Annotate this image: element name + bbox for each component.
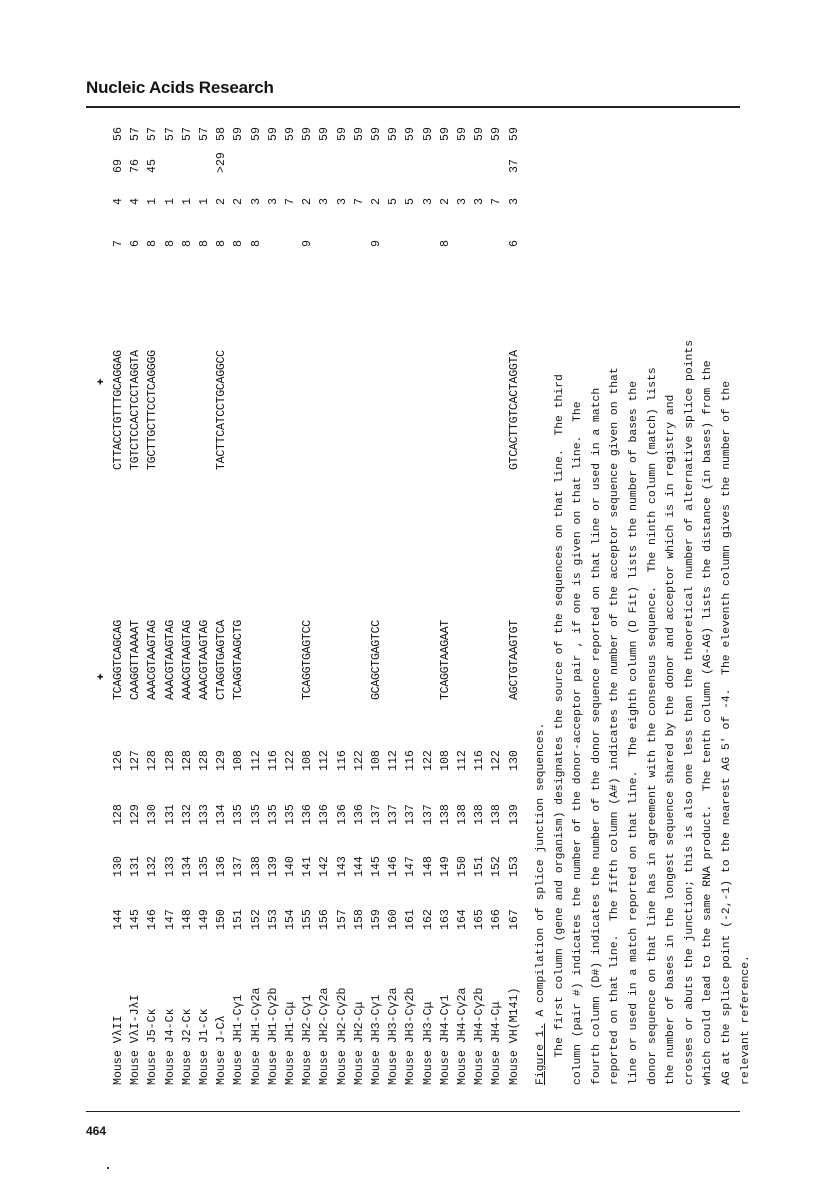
acceptor-number-cell: 130 [146,804,160,825]
sequence-number-cell: 128 [163,750,177,771]
donor-number-cell: 140 [284,856,297,877]
footer-rule [86,1111,740,1112]
donor-number-cell: 146 [387,856,401,877]
match-cell: 5 [387,198,401,205]
dfit-cell: 8 [198,240,211,247]
pair-number-cell: 152 [249,909,263,930]
pair-number-cell: 145 [129,909,143,930]
donor-number-cell: 153 [507,856,521,877]
acceptor-number-cell: 132 [180,804,194,825]
pair-number-cell: 163 [438,909,452,930]
pair-number-cell: 156 [318,909,332,930]
donor-sequence-cell: AGCTGTAAGTGT [507,620,521,700]
reference-cell: 57 [180,127,194,141]
acceptor-number-cell: 138 [490,804,504,825]
pair-number-cell: 153 [266,909,280,930]
acceptor-number-cell: 129 [129,804,143,825]
gene-name-cell: Mouse JH4-Cγ1 [438,994,452,1085]
donor-sequence-cell: TCAGGTAAGAAT [438,620,452,700]
acceptor-number-cell: 136 [352,804,366,825]
gene-name-cell: Mouse JH3-Cγ2a [387,987,401,1085]
pair-number-cell: 164 [456,909,469,930]
donor-number-cell: 131 [129,856,143,877]
reference-cell: 59 [438,127,452,141]
sequence-number-cell: 116 [473,750,487,771]
gene-name-cell: Mouse J5-Cκ [146,1008,160,1085]
dfit-cell: 8 [232,240,246,247]
match-cell: 3 [507,198,521,205]
donor-sequence-cell: AAACGTAAGTAG [198,620,211,700]
caption-line: The first column (gene and organism) designates the source of the sequences on that line. The third [553,374,566,1085]
reference-cell: 59 [387,127,401,141]
sequence-number-cell: 108 [438,750,452,771]
ag-ag-cell: 69 [112,159,125,173]
donor-number-cell: 152 [490,856,504,877]
gene-name-cell: Mouse JH2-Cγ2b [335,987,349,1085]
donor-number-cell: 151 [473,856,487,877]
gene-name-cell: Mouse JH2-Cγ1 [301,994,315,1085]
pair-number-cell: 144 [112,909,125,930]
pair-number-cell: 147 [163,909,177,930]
caption-text: A compilation of splice junction sequences. [535,722,547,1024]
caption-line: donor sequence on that line has in agreement with the consensus sequence. The ninth column (match) lists [646,367,659,1085]
dfit-cell: 9 [301,240,315,247]
donor-sequence-cell: GCAGCTGAGTCC [370,620,383,700]
caption-line: reported on that line. The fifth column (A#) indicates the number of the acceptor sequence given on that [609,367,622,1085]
pair-number-cell: 158 [352,909,366,930]
sequence-number-cell: 108 [232,750,246,771]
figure-caption [532,135,755,1085]
sequence-number-cell: 108 [301,750,315,771]
dfit-cell: 6 [507,240,521,247]
match-cell: 1 [146,198,160,205]
donor-number-cell: 138 [249,856,263,877]
stray-mark [107,1167,109,1169]
acceptor-number-cell: 138 [438,804,452,825]
acceptor-number-cell: 137 [421,804,435,825]
page-number: 464 [86,1124,107,1138]
gene-name-cell: Mouse VH(M141) [507,987,521,1085]
acceptor-number-cell: 135 [266,804,280,825]
caption-line: crosses or abuts the junction; this is also one less than the theoretical number of alternative splice points [683,339,696,1085]
dfit-cell: 8 [146,240,160,247]
sequence-number-cell: 108 [370,750,383,771]
donor-sequence-cell: AAACGTAAGTAG [146,620,160,700]
gene-name-cell: Mouse JH1-Cγ2a [249,987,263,1085]
sequence-number-cell: 112 [249,750,263,771]
acceptor-number-cell: 131 [163,804,177,825]
reference-cell: 59 [490,127,504,141]
reference-cell: 59 [301,127,315,141]
donor-number-cell: 141 [301,856,315,877]
ag-ag-cell: 76 [129,159,143,173]
reference-cell: 57 [163,127,177,141]
gene-name-cell: Mouse J1-Cκ [198,1008,211,1085]
donor-sequence-cell: TCAGGTAAGCTG [232,620,246,700]
reference-cell: 59 [404,127,418,141]
donor-junction-arrow-icon: ✚ [95,673,107,680]
gene-name-cell: Mouse JH2-Cγ2a [318,987,332,1085]
acceptor-number-cell: 133 [198,804,211,825]
pair-number-cell: 161 [404,909,418,930]
reference-cell: 59 [284,127,297,141]
match-cell: 3 [335,198,349,205]
reference-cell: 59 [473,127,487,141]
acceptor-number-cell: 135 [249,804,263,825]
rotated-figure [95,127,752,1085]
pair-number-cell: 155 [301,909,315,930]
gene-name-cell: Mouse JH1-Cγ2b [266,987,280,1085]
donor-number-cell: 139 [266,856,280,877]
match-cell: 1 [198,198,211,205]
match-cell: 7 [352,198,366,205]
acceptor-number-cell: 135 [232,804,246,825]
match-cell: 4 [129,198,143,205]
acceptor-sequence-cell: TGTCTCCACTCCTAGGTA [129,350,143,470]
reference-cell: 59 [507,127,521,141]
match-cell: 2 [232,198,246,205]
pair-number-cell: 159 [370,909,383,930]
sequence-number-cell: 116 [266,750,280,771]
donor-number-cell: 148 [421,856,435,877]
gene-name-cell: Mouse J-Cλ [215,1015,229,1085]
header-rule [86,106,740,108]
match-cell: 4 [112,198,125,205]
reference-cell: 59 [318,127,332,141]
pair-number-cell: 167 [507,909,521,930]
pair-number-cell: 165 [473,909,487,930]
reference-cell: 57 [129,127,143,141]
donor-sequence-cell: TCAGGTGAGTCC [301,620,315,700]
dfit-cell: 6 [129,240,143,247]
donor-number-cell: 143 [335,856,349,877]
sequence-number-cell: 122 [352,750,366,771]
pair-number-cell: 146 [146,909,160,930]
match-cell: 2 [370,198,383,205]
acceptor-number-cell: 128 [112,804,125,825]
pair-number-cell: 157 [335,909,349,930]
sequence-number-cell: 112 [456,750,469,771]
sequence-number-cell: 112 [318,750,332,771]
donor-sequence-cell: CTAGGTGAGTCA [215,620,229,700]
caption-line [532,135,551,1085]
match-cell: 7 [284,198,297,205]
sequence-number-cell: 127 [129,750,143,771]
donor-sequence-cell: AAACGTAAGTAG [163,620,177,700]
gene-name-cell: Mouse JH3-Cγ1 [370,994,383,1085]
gene-name-cell: Mouse JH4-Cγ2b [473,987,487,1085]
match-cell: 2 [301,198,315,205]
dfit-cell: 8 [215,240,229,247]
pair-number-cell: 150 [215,909,229,930]
sequence-number-cell: 128 [180,750,194,771]
reference-cell: 59 [335,127,349,141]
reference-cell: 57 [198,127,211,141]
donor-number-cell: 130 [112,856,125,877]
reference-cell: 59 [370,127,383,141]
gene-name-cell: Mouse JH3-Cμ [421,1001,435,1085]
ag-ag-cell: 37 [507,159,521,173]
sequence-number-cell: 122 [490,750,504,771]
dfit-cell: 8 [163,240,177,247]
dfit-cell: 9 [370,240,383,247]
acceptor-number-cell: 134 [215,804,229,825]
sequence-number-cell: 122 [421,750,435,771]
match-cell: 2 [438,198,452,205]
caption-line: which could lead to the same RNA product. The tenth column (AG-AG) lists the distance (in bases) from the [702,360,715,1085]
sequence-number-cell: 116 [404,750,418,771]
donor-number-cell: 149 [438,856,452,877]
dfit-cell: 8 [438,240,452,247]
sequence-number-cell: 112 [387,750,401,771]
caption-line: column (pair #) indicates the number of the donor-acceptor pair , if one is given on that line. The [572,401,585,1085]
acceptor-number-cell: 138 [456,804,469,825]
caption-heading: Figure 1. [535,1023,547,1085]
match-cell: 3 [266,198,280,205]
acceptor-junction-arrow-icon: ✚ [95,378,107,385]
dfit-cell: 7 [112,240,125,247]
caption-line: fourth column (D#) indicates the number of the donor sequence reported on that line or used in a match [590,387,603,1085]
donor-number-cell: 132 [146,856,160,877]
acceptor-number-cell: 137 [404,804,418,825]
gene-name-cell: Mouse J2-Cκ [180,1008,194,1085]
match-cell: 3 [456,198,469,205]
acceptor-number-cell: 136 [318,804,332,825]
donor-number-cell: 150 [456,856,469,877]
pair-number-cell: 151 [232,909,246,930]
match-cell: 3 [318,198,332,205]
pair-number-cell: 162 [421,909,435,930]
donor-sequence-cell: AAACGTAAGTAG [180,620,194,700]
caption-line: AG at the splice point (-2,-1) to the nearest AG 5' of -4. The eleventh column gives the number of the [720,380,733,1085]
gene-name-cell: Mouse JH1-Cμ [284,1001,297,1085]
pair-number-cell: 149 [198,909,211,930]
donor-number-cell: 135 [198,856,211,877]
reference-cell: 56 [112,127,125,141]
caption-line: relevant reference. [739,955,752,1085]
pair-number-cell: 160 [387,909,401,930]
reference-cell: 59 [266,127,280,141]
journal-title: Nucleic Acids Research [86,78,274,97]
reference-cell: 59 [421,127,435,141]
dfit-cell: 8 [180,240,194,247]
caption-line: line or used in a match reported on that line. The eighth column (D Fit) lists the number of bases the [627,380,640,1085]
reference-cell: 59 [232,127,246,141]
donor-number-cell: 145 [370,856,383,877]
acceptor-number-cell: 135 [284,804,297,825]
sequence-number-cell: 128 [198,750,211,771]
reference-cell: 59 [456,127,469,141]
match-cell: 7 [490,198,504,205]
match-cell: 1 [163,198,177,205]
donor-sequence-cell: CAAGGTTAAAAT [129,620,143,700]
caption-line: the number of bases in the longest sequence shared by the donor and acceptor which is in registry and [665,394,678,1085]
acceptor-number-cell: 136 [335,804,349,825]
donor-number-cell: 136 [215,856,229,877]
match-cell: 2 [215,198,229,205]
acceptor-number-cell: 138 [473,804,487,825]
acceptor-sequence-cell: TGCTTGCTTCCTCAGGGG [146,350,160,470]
donor-number-cell: 134 [180,856,194,877]
donor-number-cell: 144 [352,856,366,877]
acceptor-number-cell: 137 [370,804,383,825]
gene-name-cell: Mouse JH4-Cγ2a [456,987,469,1085]
acceptor-number-cell: 139 [507,804,521,825]
ag-ag-cell: >29 [215,152,229,173]
gene-name-cell: Mouse JH1-Cγ1 [232,994,246,1085]
acceptor-number-cell: 137 [387,804,401,825]
donor-number-cell: 133 [163,856,177,877]
sequence-number-cell: 126 [112,750,125,771]
match-cell: 1 [180,198,194,205]
gene-name-cell: Mouse VλI-JλI [129,994,143,1085]
donor-number-cell: 137 [232,856,246,877]
ag-ag-cell: 45 [146,159,160,173]
dfit-cell: 8 [249,240,263,247]
gene-name-cell: Mouse VλII [112,1015,125,1085]
acceptor-sequence-cell: CTTACCTGTTTGCAGGAG [112,350,125,470]
reference-cell: 57 [146,127,160,141]
pair-number-cell: 166 [490,909,504,930]
sequence-number-cell: 122 [284,750,297,771]
donor-sequence-cell: TCAGGTCAGCAG [112,620,125,700]
sequence-number-cell: 116 [335,750,349,771]
pair-number-cell: 148 [180,909,194,930]
match-cell: 3 [473,198,487,205]
match-cell: 3 [421,198,435,205]
match-cell: 5 [404,198,418,205]
acceptor-sequence-cell: TACTTCATCCTGCAGGCC [215,350,229,470]
donor-number-cell: 142 [318,856,332,877]
pair-number-cell: 154 [284,909,297,930]
gene-name-cell: Mouse JH3-Cγ2b [404,987,418,1085]
sequence-number-cell: 129 [215,750,229,771]
gene-name-cell: Mouse J4-Cκ [163,1008,177,1085]
donor-number-cell: 147 [404,856,418,877]
gene-name-cell: Mouse JH4-Cμ [490,1001,504,1085]
gene-name-cell: Mouse JH2-Cμ [352,1001,366,1085]
sequence-number-cell: 128 [146,750,160,771]
match-cell: 3 [249,198,263,205]
reference-cell: 59 [249,127,263,141]
acceptor-number-cell: 136 [301,804,315,825]
acceptor-sequence-cell: GTCACTTGTCACTAGGTA [507,350,521,470]
reference-cell: 59 [352,127,366,141]
reference-cell: 58 [215,127,229,141]
sequence-number-cell: 130 [507,750,521,771]
